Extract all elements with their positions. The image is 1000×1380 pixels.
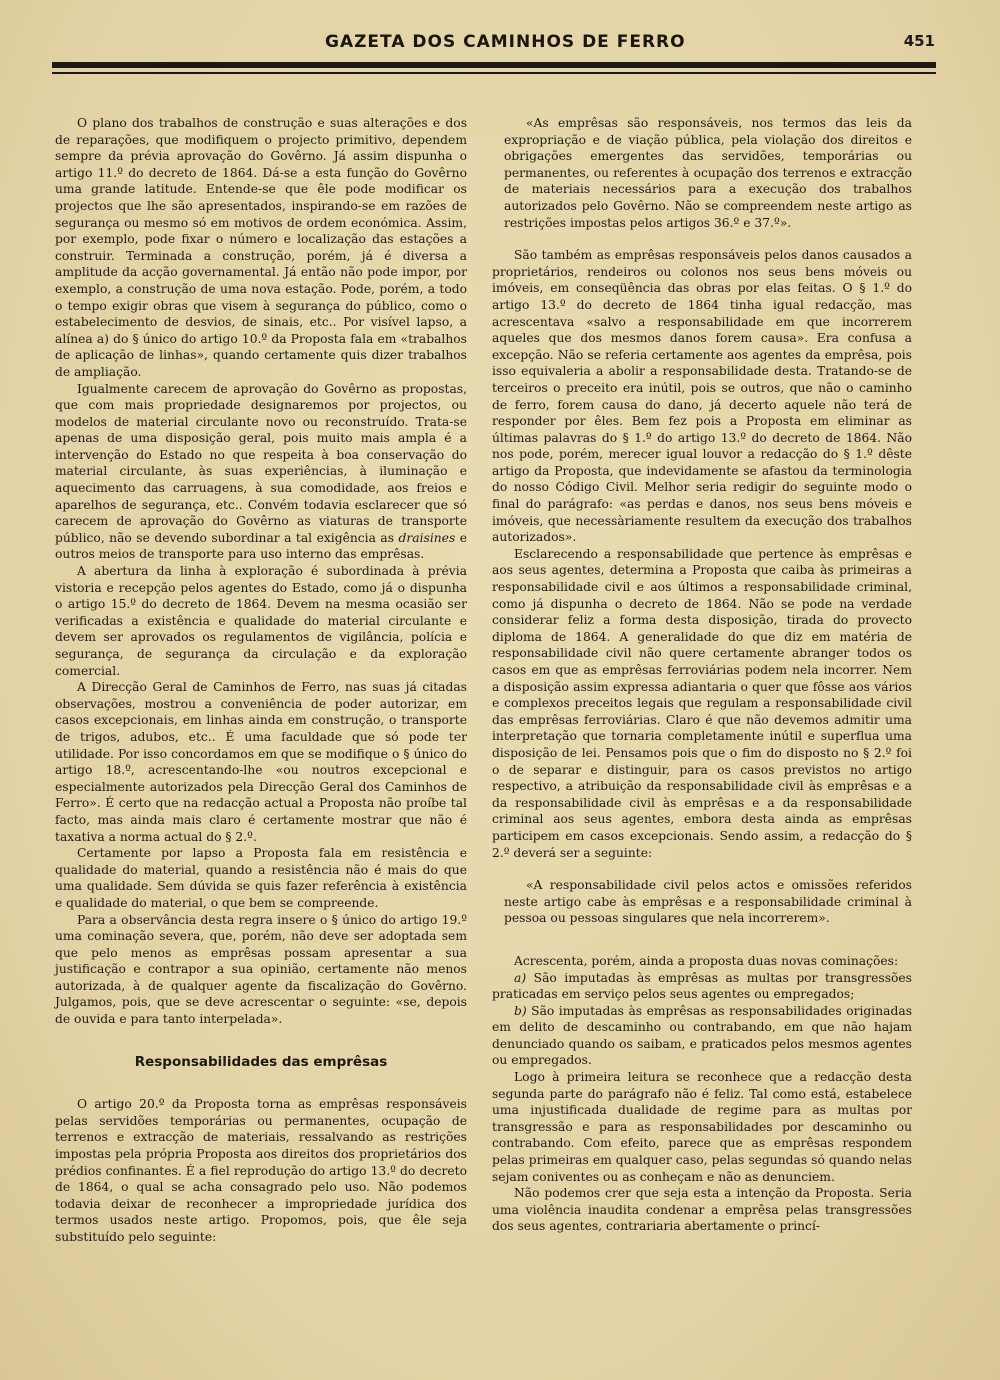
paragraph: O artigo 20.º da Proposta torna as emprêsas responsáveis pelas servidões temporárias ou permanentes, ocupação de terrenos e extracção de materiais, ressalvando as restrições impostas pela própria Proposta aos direitos dos proprietários dos prédios confinantes. É a fiel reprodução do artigo 13.º do decreto de 1864, o qual se acha consagrado pelo uso. Não podemos todavia deixar de reconhecer a impropriedade jurídica dos termos usados neste artigo. Propomos, pois, que êle seja substituído pelo seguinte: bbox=[55, 1097, 467, 1244]
page-header bbox=[55, 30, 935, 58]
paragraph: Não podemos crer que seja esta a intenção da Proposta. Seria uma violência inaudita condenar a emprêsa pelas transgressões dos seus agentes, contrariaria abertamente o princí- bbox=[492, 1186, 912, 1234]
paragraph: A Direcção Geral de Caminhos de Ferro, nas suas já citadas observações, mostrou a conveniência de poder autorizar, em casos excepcionais, em linhas ainda em construção, o transporte de trigos, adubos, etc.. É uma faculdade que só pode ter utilidade. Por isso concordamos em que se modifique o § único do artigo 18.º, acrescentando-lhe «ou noutros excepcional e especialmente autorizados pela Direcção Geral dos Caminhos de Ferro». É certo que na redacção actual a Proposta não proíbe tal facto, mas ainda mais claro é certamente mostrar que não é taxativa a norma actual do § 2.º. bbox=[55, 680, 467, 844]
publication-title: GAZETA DOS CAMINHOS DE FERRO bbox=[325, 32, 686, 52]
paragraph: Esclarecendo a responsabilidade que pertence às emprêsas e aos seus agentes, determina a Proposta que caiba às primeiras a responsabilidade civil e aos últimos a responsabilidade criminal, como já dispunha o decreto de 1864. Não se pode na verdade considerar feliz a forma desta disposição, tirada do provecto diploma de 1864. A generalidade do que diz em matéria de responsabilidade civil não quere certamente abranger todos os casos em que as emprêsas ferroviárias podem nela incorrer. Nem a disposição assim expressa adiantaria o quer que fôsse aos vários e complexos preceitos legais que regulam a responsabilidade civil das emprêsas ferroviárias. Claro é que não devemos admitir uma interpretação que tornaria completamente inútil e superflua uma disposição de lei. Pensamos pois que o fim do disposto no § 2.º foi o de separar e distinguir, para os casos previstos no artigo respectivo, a atribuição da responsabilidade civil às emprêsas e a da responsabilidade civil às emprêsas e a da responsabilidade criminal aos seus agentes, embora desta ainda as emprêsas participem em casos excepcionais. Sendo assim, a redacção do § 2.º deverá ser a seguinte: bbox=[492, 546, 912, 860]
block-quote: «A responsabilidade civil pelos actos e omissões referidos neste artigo cabe às emprêsas e a responsabilidade criminal à pessoa ou pessoas singulares que nela incorrerem». bbox=[504, 878, 912, 926]
paragraph: Logo à primeira leitura se reconhece que a redacção desta segunda parte do parágrafo não é feliz. Tal como está, estabelece uma injustificada dualidade de regime para as multas por transgressão e para as responsabilidades por descaminho ou contrabando. Com efeito, parece que as emprêsas respondem pelas primeiras em qualquer caso, pelas segundas só quando nelas sejam coniventes ou as conheçam e não as denunciem. bbox=[492, 1070, 912, 1184]
italic-term: draisines bbox=[398, 530, 456, 545]
paragraph: Acrescenta, porém, ainda a proposta duas novas cominações: bbox=[514, 953, 899, 968]
list-item: b) São imputadas às emprêsas as responsabilidades originadas em delito de descaminho ou contrabando, em que não hajam denunciado quando os saibam, e praticados pelos mesmos agentes ou empregados. bbox=[492, 1003, 912, 1068]
header-rule-thin bbox=[52, 72, 936, 74]
paragraph: São também as emprêsas responsáveis pelos danos causados a proprietários, rendeiros ou colonos nos seus bens móveis ou imóveis, em conseqüência das obras por elas feitas. O § 1.º do artigo 13.º do decreto de 1864 tinha igual redacção, mas acrescentava «salvo a responsabilidade em que incorrerem aqueles que dos mesmos danos forem causa». Era confusa a excepção. Não se referia certamente aos agentes da emprêsa, pois isso equivaleria a abolir a responsabilidade desta. Tratando-se de terceiros o preceito era inútil, pois se outros, que não o caminho de ferro, forem causa do dano, já decerto aquele não terá de responder por êles. Bem fez pois a Proposta em eliminar as últimas palavras do § 1.º do artigo 13.º do decreto de 1864. Não nos pode, porém, merecer igual louvor a redacção do § 1.º dêste artigo da Proposta, que indevidamente se afastou da terminologia do nosso Código Civil. Melhor seria redigir do seguinte modo o final do parágrafo: «as perdas e danos, nos seus bens móveis e imóveis, que necessàriamente resultem da execução dos trabalhos autorizados». bbox=[492, 248, 912, 545]
header-rule-thick bbox=[52, 62, 936, 68]
paragraph: A abertura da linha à exploração é subordinada à prévia vistoria e recepção pelos agentes do Estado, como já o dispunha o artigo 15.º do decreto de 1864. Devem na mesma ocasião ser verificadas a existência e qualidade do material circulante e devem ser aprovados os regulamentos de vigilância, polícia e segurança, de segurança da circulação e da exploração comercial. bbox=[55, 564, 467, 678]
section-heading: Responsabilidades das emprêsas bbox=[134, 1053, 388, 1070]
block-quote: «As emprêsas são responsáveis, nos termos das leis da expropriação e de viação pública, pela violação dos direitos e obrigações emergentes das servidões, temporárias ou permanentes, ou referentes à ocupação dos terrenos e extracção de materiais necessários para a execução dos trabalhos autorizados pelo Govêrno. Não se compreendem neste artigo as restrições impostas pelos artigos 36.º e 37.º». bbox=[504, 116, 912, 230]
left-column bbox=[55, 115, 467, 1246]
paragraph: Igualmente carecem de aprovação do Govêrno as propostas, que com mais propriedade designaremos por projectos, ou modelos de material circulante novo ou reconstruído. Trata-se apenas de uma disposição geral, pois muito mais ampla é a intervenção do Estado no que respeita à boa conservação do material circulante, às suas experiências, à iluminação e aquecimento das carruagens, à sua comodidade, aos freios e aparelhos de segurança, etc.. Convém todavia esclarecer que só carecem de aprovação do Govêrno as viaturas de transporte público, não se devendo subordinar a tal exigência as draisines e outros meios de transporte para uso interno das emprêsas. bbox=[55, 381, 467, 562]
paragraph: Para a observância desta regra insere o § único do artigo 19.º uma cominação severa, que, porém, não deve ser adoptada sem que pelo menos as emprêsas possam apresentar a sua justificação e contrapor a sua opinião, certamente não menos autorizada, à de qualquer agente da fiscalização do Govêrno. Julgamos, pois, que se deve acrescentar o seguinte: «se, depois de ouvida e para tanto interpelada». bbox=[55, 912, 467, 1027]
right-column bbox=[492, 115, 912, 1235]
page-number: 451 bbox=[903, 32, 935, 50]
paragraph: Certamente por lapso a Proposta fala em resistência e qualidade do material, quando a resistência não é mais do que uma qualidade. Sem dúvida se quis fazer referência à existência e qualidade do material, o que bem se compreende. bbox=[55, 846, 467, 910]
paragraph: O plano dos trabalhos de construção e suas alterações e dos de reparações, que modifiquem o projecto primitivo, dependem sempre da prévia aprovação do Govêrno. Já assim dispunha o artigo 11.º do decreto de 1864. Dá-se a esta função do Govêrno uma grande latitude. Entende-se que êle pode modificar os projectos que lhe são apresentados, inspirando-se em razões de segurança ou mesmo só em motivos de ordem económica. Assim, por exemplo, pode fixar o número e localização das estações a construir. Terminada a construção, porém, já é diversa a amplitude da acção governamental. Já então não pode impor, por exemplo, a construção de uma nova estação. Pode, porém, a todo o tempo exigir obras que visem à segurança do público, como o estabelecimento de desvios, de sinais, etc.. Por visível lapso, a alínea a) do § único do artigo 10.º da Proposta fala em «trabalhos de aplicação de linhas», quando certamente quis dizer trabalhos de ampliação. bbox=[55, 116, 467, 379]
list-item: a) São imputadas às emprêsas as multas por transgressões praticadas em serviço pelos seus agentes ou empregados; bbox=[492, 970, 912, 1002]
